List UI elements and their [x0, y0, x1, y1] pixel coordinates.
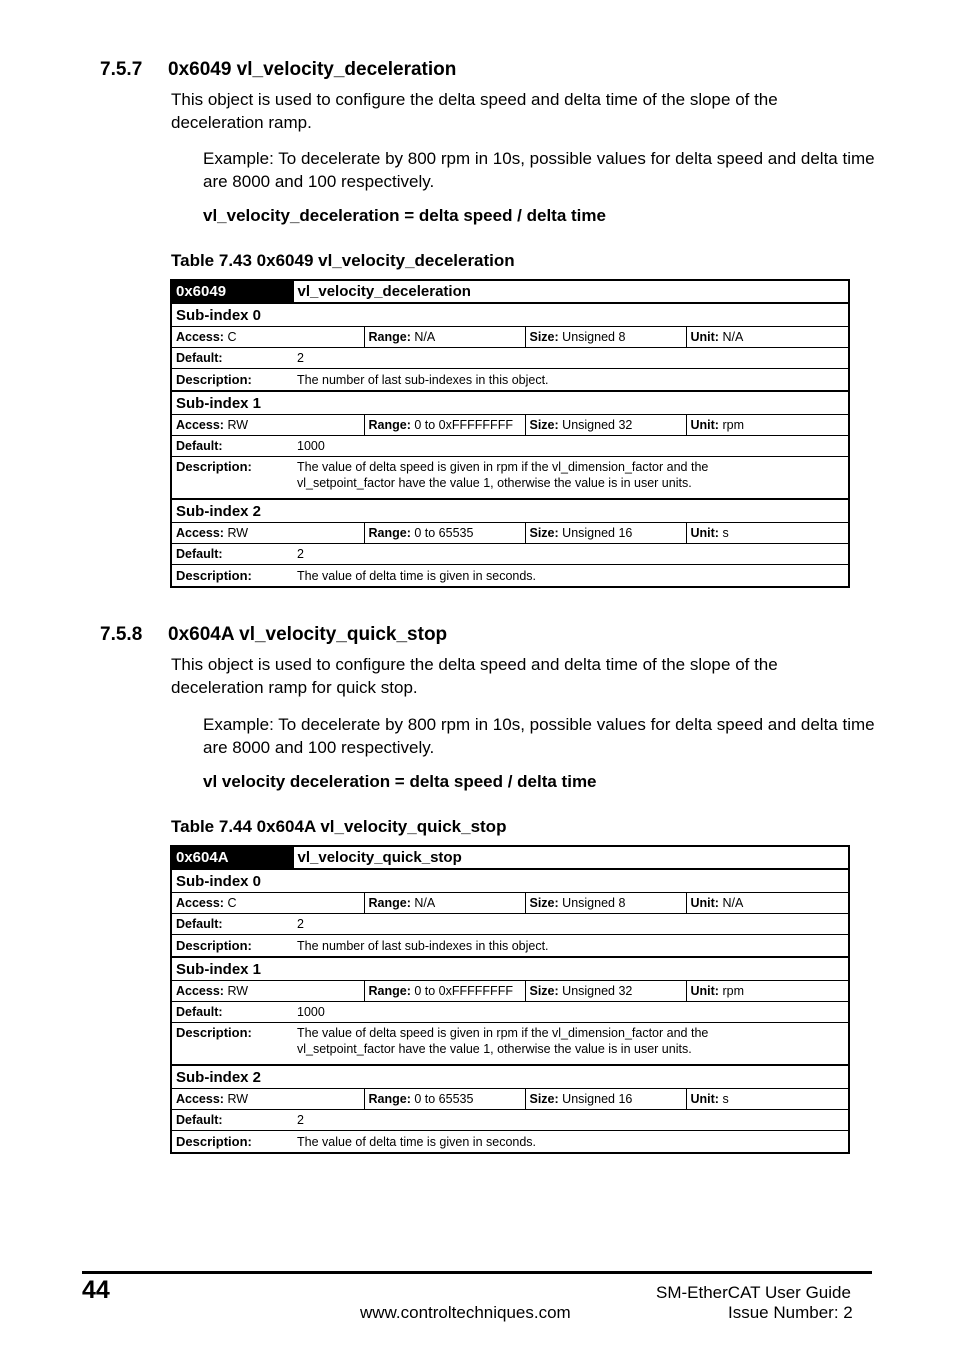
- subindex-title: Sub-index 0: [171, 303, 849, 327]
- subindex-title: Sub-index 1: [171, 391, 849, 415]
- table-row: [171, 1110, 849, 1131]
- range-cell: Range: N/A: [364, 327, 525, 348]
- subindex-row: [171, 391, 849, 415]
- access-cell: Access: RW: [171, 415, 364, 436]
- footer-guide-title: SM-EtherCAT User Guide: [656, 1283, 851, 1302]
- table-row: [171, 1023, 849, 1066]
- object-table: [170, 845, 850, 1154]
- size-cell: Size: Unsigned 8: [525, 893, 686, 914]
- default-value: 2: [293, 348, 849, 369]
- table-row: [171, 1002, 849, 1023]
- range-cell: Range: 0 to 0xFFFFFFFF: [364, 981, 525, 1002]
- description-value: The value of delta speed is given in rpm if the vl_dimension_factor and the vl_setpoint_factor have the value 1, otherwise the value is in user units.: [293, 1023, 849, 1066]
- section-number: 7.5.7: [100, 59, 143, 80]
- size-cell: Size: Unsigned 8: [525, 327, 686, 348]
- default-label: Default:: [171, 544, 293, 565]
- table-caption: Table 7.43 0x6049 vl_velocity_deceleration: [171, 251, 515, 270]
- page-number: 44: [82, 1276, 110, 1304]
- table-header-row: [171, 280, 849, 303]
- default-label: Default:: [171, 348, 293, 369]
- range-cell: Range: 0 to 0xFFFFFFFF: [364, 415, 525, 436]
- table-row: [171, 415, 849, 436]
- section-heading: [100, 624, 447, 646]
- section-number: 7.5.8: [100, 624, 143, 645]
- table-row: [171, 914, 849, 935]
- table-row: [171, 935, 849, 958]
- footer-issue-number: Issue Number: 2: [728, 1303, 853, 1322]
- description-label: Description:: [171, 935, 293, 958]
- range-cell: Range: N/A: [364, 893, 525, 914]
- default-value: 2: [293, 1110, 849, 1131]
- unit-cell: Unit: N/A: [686, 893, 849, 914]
- size-cell: Size: Unsigned 16: [525, 523, 686, 544]
- section-intro: This object is used to configure the delta speed and delta time of the slope of the deceleration ramp for quick stop.: [171, 655, 778, 697]
- section-formula: vl_velocity_deceleration = delta speed / delta time: [203, 206, 606, 225]
- table-row: [171, 1089, 849, 1110]
- object-table: [170, 279, 850, 588]
- unit-cell: Unit: s: [686, 523, 849, 544]
- subindex-title: Sub-index 2: [171, 499, 849, 523]
- description-value: The value of delta time is given in seconds.: [293, 565, 849, 588]
- section-example: Example: To decelerate by 800 rpm in 10s, possible values for delta speed and delta time are 8000 and 100 respectively.: [203, 149, 875, 191]
- description-label: Description:: [171, 1023, 293, 1066]
- description-value: The number of last sub-indexes in this object.: [293, 369, 849, 392]
- table-row: [171, 327, 849, 348]
- table-row: [171, 981, 849, 1002]
- description-label: Description:: [171, 457, 293, 500]
- section-intro: This object is used to configure the delta speed and delta time of the slope of the deceleration ramp.: [171, 90, 778, 132]
- table-row: [171, 457, 849, 500]
- description-label: Description:: [171, 565, 293, 588]
- subindex-title: Sub-index 0: [171, 869, 849, 893]
- section-title: 0x6049 vl_velocity_deceleration: [168, 59, 457, 80]
- default-label: Default:: [171, 1002, 293, 1023]
- section-title: 0x604A vl_velocity_quick_stop: [168, 624, 448, 645]
- table-row: [171, 436, 849, 457]
- subindex-row: [171, 957, 849, 981]
- access-cell: Access: RW: [171, 1089, 364, 1110]
- object-name: vl_velocity_quick_stop: [293, 846, 849, 869]
- unit-cell: Unit: N/A: [686, 327, 849, 348]
- subindex-title: Sub-index 2: [171, 1065, 849, 1089]
- object-code: 0x6049: [171, 280, 293, 303]
- size-cell: Size: Unsigned 32: [525, 981, 686, 1002]
- access-cell: Access: RW: [171, 981, 364, 1002]
- unit-cell: Unit: rpm: [686, 415, 849, 436]
- description-value: The value of delta time is given in seconds.: [293, 1131, 849, 1154]
- subindex-row: [171, 1065, 849, 1089]
- table-row: [171, 893, 849, 914]
- subindex-row: [171, 499, 849, 523]
- size-cell: Size: Unsigned 16: [525, 1089, 686, 1110]
- access-cell: Access: C: [171, 327, 364, 348]
- default-value: 1000: [293, 436, 849, 457]
- default-value: 2: [293, 914, 849, 935]
- table-row: [171, 369, 849, 392]
- table-row: [171, 565, 849, 588]
- footer-website: www.controltechniques.com: [360, 1303, 571, 1322]
- default-value: 1000: [293, 1002, 849, 1023]
- range-cell: Range: 0 to 65535: [364, 1089, 525, 1110]
- default-value: 2: [293, 544, 849, 565]
- description-label: Description:: [171, 1131, 293, 1154]
- size-cell: Size: Unsigned 32: [525, 415, 686, 436]
- subindex-row: [171, 303, 849, 327]
- table-row: [171, 348, 849, 369]
- description-label: Description:: [171, 369, 293, 392]
- section-formula: vl velocity deceleration = delta speed / delta time: [203, 772, 597, 791]
- table-row: [171, 523, 849, 544]
- subindex-row: [171, 869, 849, 893]
- object-code: 0x604A: [171, 846, 293, 869]
- subindex-title: Sub-index 1: [171, 957, 849, 981]
- default-label: Default:: [171, 436, 293, 457]
- access-cell: Access: C: [171, 893, 364, 914]
- section-example: Example: To decelerate by 800 rpm in 10s, possible values for delta speed and delta time are 8000 and 100 respectively.: [203, 715, 875, 757]
- table-header-row: [171, 846, 849, 869]
- unit-cell: Unit: rpm: [686, 981, 849, 1002]
- section-heading: [100, 59, 456, 81]
- object-name: vl_velocity_deceleration: [293, 280, 849, 303]
- table-row: [171, 544, 849, 565]
- footer-rule: [82, 1271, 872, 1274]
- range-cell: Range: 0 to 65535: [364, 523, 525, 544]
- description-value: The value of delta speed is given in rpm if the vl_dimension_factor and the vl_setpoint_factor have the value 1, otherwise the value is in user units.: [293, 457, 849, 500]
- table-caption: Table 7.44 0x604A vl_velocity_quick_stop: [171, 817, 507, 836]
- default-label: Default:: [171, 914, 293, 935]
- access-cell: Access: RW: [171, 523, 364, 544]
- table-row: [171, 1131, 849, 1154]
- description-value: The number of last sub-indexes in this object.: [293, 935, 849, 958]
- unit-cell: Unit: s: [686, 1089, 849, 1110]
- default-label: Default:: [171, 1110, 293, 1131]
